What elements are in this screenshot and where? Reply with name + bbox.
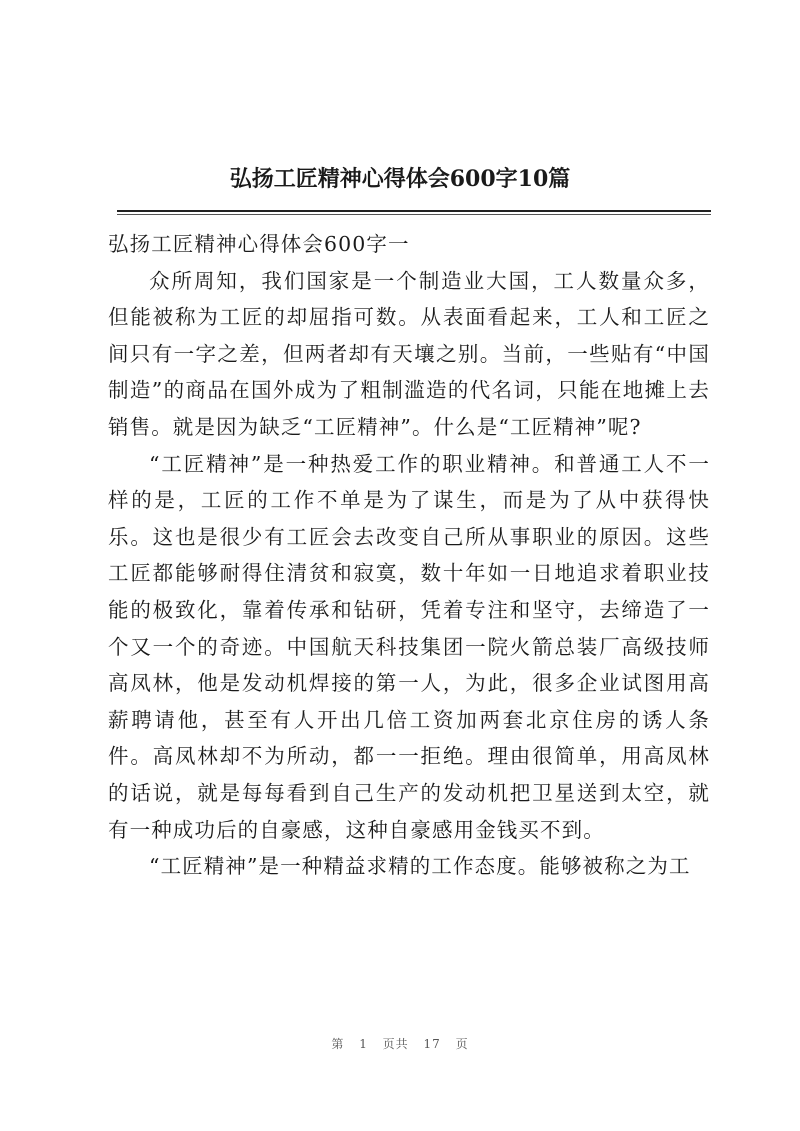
footer-total-pages: 17 (423, 1037, 441, 1051)
page-footer (0, 1035, 800, 1052)
footer-mid: 页共 (382, 1037, 409, 1051)
section-heading: 弘扬工匠精神心得体会600字一 (108, 232, 410, 256)
title-divider-thin (117, 214, 711, 215)
paragraph-1: 众所周知，我们国家是一个制造业大国，工人数量众多，但能被称为工匠的却屈指可数。从表面看起来，工人和工匠之间只有一字之差，但两者却有天壤之别。当前，一些贴有“中国制造”的商品在国外成为了粗制滥造的代名词，只能在地摊上去销售。就是因为缺乏“工匠精神”。什么是“工匠精神”呢? (108, 268, 710, 439)
footer-suffix: 页 (455, 1037, 469, 1051)
footer-prefix: 第 (331, 1037, 345, 1051)
paragraph-2: “工匠精神”是一种热爱工作的职业精神。和普通工人不一样的是，工匠的工作不单是为了谋生，而是为了从中获得快乐。这也是很少有工匠会去改变自己所从事职业的原因。这些工匠都能够耐得住清贫和寂寞，数十年如一日地追求着职业技能的极致化，靠着传承和钻研，凭着专注和坚守，去缔造了一个又一个的奇迹。中国航天科技集团一院火箭总装厂高级技师高凤林，他是发动机焊接的第一人，为此，很多企业试图用高薪聘请他，甚至有人开出几倍工资加两套北京住房的诱人条件。高凤林却不为所动，都一一拒绝。理由很简单，用高凤林的话说，就是每每看到自己生产的发动机把卫星送到太空，就有一种成功后的自豪感，这种自豪感用金钱买不到。 (108, 451, 710, 842)
document-title: 弘扬工匠精神心得体会600字10篇 (229, 166, 571, 192)
footer-current-page: 1 (359, 1037, 368, 1051)
paragraph-3: “工匠精神”是一种精益求精的工作态度。能够被称之为工 (149, 854, 691, 879)
title-divider (117, 210, 711, 212)
document-body (108, 226, 710, 885)
